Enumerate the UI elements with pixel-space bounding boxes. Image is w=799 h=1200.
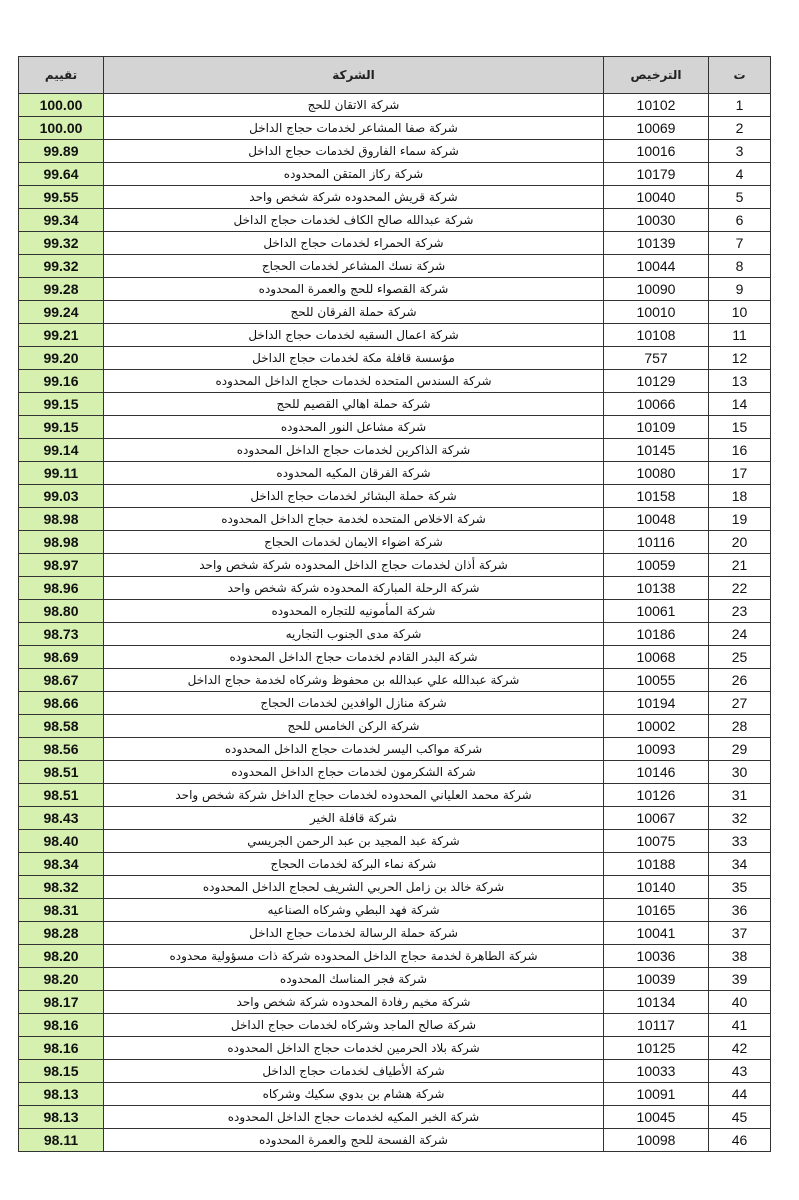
company-name-cell: شركة فهد البطي وشركاه الصناعيه — [104, 899, 604, 922]
table-row — [19, 186, 771, 209]
license-number-cell: 10146 — [604, 761, 709, 784]
table-row — [19, 163, 771, 186]
table-row — [19, 485, 771, 508]
license-number-cell: 10055 — [604, 669, 709, 692]
table-row — [19, 968, 771, 991]
row-number-cell: 9 — [709, 278, 771, 301]
license-number-cell: 10098 — [604, 1129, 709, 1152]
score-cell: 98.58 — [19, 715, 104, 738]
row-number-cell: 18 — [709, 485, 771, 508]
row-number-cell: 30 — [709, 761, 771, 784]
company-name-cell: شركة عبد المجيد بن عبد الرحمن الجريسي — [104, 830, 604, 853]
license-number-cell: 10067 — [604, 807, 709, 830]
license-number-cell: 10117 — [604, 1014, 709, 1037]
row-number-cell: 10 — [709, 301, 771, 324]
row-number-cell: 46 — [709, 1129, 771, 1152]
table-row — [19, 416, 771, 439]
company-name-cell: شركة حملة الفرقان للحج — [104, 301, 604, 324]
company-name-cell: شركة الشكرمون لخدمات حجاج الداخل المحدوده — [104, 761, 604, 784]
company-name-cell: شركة سماء الفاروق لخدمات حجاج الداخل — [104, 140, 604, 163]
company-name-cell: شركة الذاكرين لخدمات حجاج الداخل المحدوده — [104, 439, 604, 462]
score-cell: 98.51 — [19, 761, 104, 784]
license-number-cell: 10044 — [604, 255, 709, 278]
row-number-cell: 27 — [709, 692, 771, 715]
score-cell: 99.11 — [19, 462, 104, 485]
score-cell: 98.40 — [19, 830, 104, 853]
score-cell: 99.15 — [19, 416, 104, 439]
table-row — [19, 94, 771, 117]
license-number-cell: 10090 — [604, 278, 709, 301]
license-number-cell: 10030 — [604, 209, 709, 232]
score-cell: 99.32 — [19, 232, 104, 255]
license-number-cell: 10033 — [604, 1060, 709, 1083]
row-number-cell: 33 — [709, 830, 771, 853]
table-row — [19, 324, 771, 347]
score-cell: 99.20 — [19, 347, 104, 370]
table-row — [19, 1083, 771, 1106]
license-number-cell: 10138 — [604, 577, 709, 600]
license-number-cell: 10194 — [604, 692, 709, 715]
row-number-cell: 34 — [709, 853, 771, 876]
company-name-cell: شركة قافلة الخير — [104, 807, 604, 830]
company-name-cell: شركة قريش المحدوده شركة شخص واحد — [104, 186, 604, 209]
row-number-cell: 31 — [709, 784, 771, 807]
company-name-cell: مؤسسة قافلة مكة لخدمات حجاج الداخل — [104, 347, 604, 370]
header-score: تقييم — [19, 57, 104, 94]
header-company: الشركة — [104, 57, 604, 94]
score-cell: 98.16 — [19, 1014, 104, 1037]
row-number-cell: 13 — [709, 370, 771, 393]
company-name-cell: شركة حملة الرسالة لخدمات حجاج الداخل — [104, 922, 604, 945]
score-cell: 98.20 — [19, 945, 104, 968]
license-number-cell: 10068 — [604, 646, 709, 669]
row-number-cell: 24 — [709, 623, 771, 646]
table-body — [19, 94, 771, 1152]
score-cell: 99.15 — [19, 393, 104, 416]
score-cell: 99.21 — [19, 324, 104, 347]
license-number-cell: 10075 — [604, 830, 709, 853]
score-cell: 98.51 — [19, 784, 104, 807]
score-cell: 98.13 — [19, 1106, 104, 1129]
table-row — [19, 899, 771, 922]
score-cell: 99.28 — [19, 278, 104, 301]
score-cell: 99.24 — [19, 301, 104, 324]
table-row — [19, 1037, 771, 1060]
company-name-cell: شركة المأمونيه للتجاره المحدوده — [104, 600, 604, 623]
company-name-cell: شركة حملة اهالي القصيم للحج — [104, 393, 604, 416]
company-name-cell: شركة الاتقان للحج — [104, 94, 604, 117]
company-name-cell: شركة صفا المشاعر لخدمات حجاج الداخل — [104, 117, 604, 140]
table-row — [19, 209, 771, 232]
score-cell: 98.96 — [19, 577, 104, 600]
score-cell: 98.98 — [19, 531, 104, 554]
company-name-cell: شركة الطاهرة لخدمة حجاج الداخل المحدوده شركة ذات مسؤولية محدوده — [104, 945, 604, 968]
company-name-cell: شركة بلاد الحرمين لخدمات حجاج الداخل المحدوده — [104, 1037, 604, 1060]
company-name-cell: شركة عبدالله علي عبدالله بن محفوظ وشركاه لخدمة حجاج الداخل — [104, 669, 604, 692]
row-number-cell: 45 — [709, 1106, 771, 1129]
table-row — [19, 370, 771, 393]
score-cell: 98.32 — [19, 876, 104, 899]
company-name-cell: شركة الحمراء لخدمات حجاج الداخل — [104, 232, 604, 255]
license-number-cell: 10158 — [604, 485, 709, 508]
license-number-cell: 10080 — [604, 462, 709, 485]
row-number-cell: 1 — [709, 94, 771, 117]
company-name-cell: شركة مخيم رفادة المحدوده شركة شخص واحد — [104, 991, 604, 1014]
license-number-cell: 10036 — [604, 945, 709, 968]
table-row — [19, 554, 771, 577]
score-cell: 98.98 — [19, 508, 104, 531]
table-row — [19, 508, 771, 531]
company-name-cell: شركة اضواء الايمان لخدمات الحجاج — [104, 531, 604, 554]
row-number-cell: 15 — [709, 416, 771, 439]
table-row — [19, 1106, 771, 1129]
score-cell: 98.15 — [19, 1060, 104, 1083]
score-cell: 98.20 — [19, 968, 104, 991]
ratings-table — [18, 56, 771, 1152]
row-number-cell: 28 — [709, 715, 771, 738]
score-cell: 98.17 — [19, 991, 104, 1014]
row-number-cell: 17 — [709, 462, 771, 485]
row-number-cell: 29 — [709, 738, 771, 761]
table-row — [19, 117, 771, 140]
company-name-cell: شركة الفسحة للحج والعمرة المحدوده — [104, 1129, 604, 1152]
company-name-cell: شركة الركن الخامس للحج — [104, 715, 604, 738]
row-number-cell: 42 — [709, 1037, 771, 1060]
row-number-cell: 19 — [709, 508, 771, 531]
license-number-cell: 10039 — [604, 968, 709, 991]
table-row — [19, 462, 771, 485]
score-cell: 98.11 — [19, 1129, 104, 1152]
company-name-cell: شركة هشام بن بدوي سكيك وشركاه — [104, 1083, 604, 1106]
row-number-cell: 2 — [709, 117, 771, 140]
header-row — [19, 57, 771, 94]
score-cell: 98.73 — [19, 623, 104, 646]
row-number-cell: 7 — [709, 232, 771, 255]
table-row — [19, 738, 771, 761]
license-number-cell: 10069 — [604, 117, 709, 140]
score-cell: 99.34 — [19, 209, 104, 232]
score-cell: 98.67 — [19, 669, 104, 692]
row-number-cell: 16 — [709, 439, 771, 462]
license-number-cell: 10093 — [604, 738, 709, 761]
company-name-cell: شركة فجر المناسك المحدوده — [104, 968, 604, 991]
license-number-cell: 10002 — [604, 715, 709, 738]
row-number-cell: 35 — [709, 876, 771, 899]
table-row — [19, 761, 771, 784]
license-number-cell: 10126 — [604, 784, 709, 807]
license-number-cell: 10048 — [604, 508, 709, 531]
row-number-cell: 22 — [709, 577, 771, 600]
score-cell: 100.00 — [19, 94, 104, 117]
table-row — [19, 393, 771, 416]
score-cell: 98.80 — [19, 600, 104, 623]
company-name-cell: شركة عبدالله صالح الكاف لخدمات حجاج الداخل — [104, 209, 604, 232]
score-cell: 98.69 — [19, 646, 104, 669]
table-row — [19, 692, 771, 715]
row-number-cell: 4 — [709, 163, 771, 186]
row-number-cell: 38 — [709, 945, 771, 968]
company-name-cell: شركة اعمال السقيه لخدمات حجاج الداخل — [104, 324, 604, 347]
row-number-cell: 25 — [709, 646, 771, 669]
company-name-cell: شركة الاخلاص المتحده لخدمة حجاج الداخل المحدوده — [104, 508, 604, 531]
score-cell: 98.43 — [19, 807, 104, 830]
table-row — [19, 600, 771, 623]
score-cell: 99.16 — [19, 370, 104, 393]
score-cell: 98.56 — [19, 738, 104, 761]
score-cell: 98.16 — [19, 1037, 104, 1060]
score-cell: 99.55 — [19, 186, 104, 209]
license-number-cell: 10016 — [604, 140, 709, 163]
company-name-cell: شركة أذان لخدمات حجاج الداخل المحدوده شركة شخص واحد — [104, 554, 604, 577]
company-name-cell: شركة حملة البشائر لخدمات حجاج الداخل — [104, 485, 604, 508]
row-number-cell: 20 — [709, 531, 771, 554]
score-cell: 98.31 — [19, 899, 104, 922]
company-name-cell: شركة ركاز المتقن المحدوده — [104, 163, 604, 186]
row-number-cell: 6 — [709, 209, 771, 232]
score-cell: 99.14 — [19, 439, 104, 462]
row-number-cell: 23 — [709, 600, 771, 623]
table-row — [19, 255, 771, 278]
table-row — [19, 623, 771, 646]
company-name-cell: شركة السندس المتحده لخدمات حجاج الداخل المحدوده — [104, 370, 604, 393]
score-cell: 100.00 — [19, 117, 104, 140]
row-number-cell: 39 — [709, 968, 771, 991]
license-number-cell: 10188 — [604, 853, 709, 876]
license-number-cell: 10061 — [604, 600, 709, 623]
score-cell: 99.03 — [19, 485, 104, 508]
score-cell: 98.97 — [19, 554, 104, 577]
row-number-cell: 3 — [709, 140, 771, 163]
company-name-cell: شركة مواكب اليسر لخدمات حجاج الداخل المحدوده — [104, 738, 604, 761]
company-name-cell: شركة مشاعل النور المحدوده — [104, 416, 604, 439]
table-row — [19, 784, 771, 807]
company-name-cell: شركة محمد العلياني المحدوده لخدمات حجاج الداخل شركة شخص واحد — [104, 784, 604, 807]
header-license: الترخيص — [604, 57, 709, 94]
company-name-cell: شركة الرحلة المباركة المحدوده شركة شخص واحد — [104, 577, 604, 600]
license-number-cell: 10129 — [604, 370, 709, 393]
header-number: ت — [709, 57, 771, 94]
company-name-cell: شركة القصواء للحج والعمرة المحدوده — [104, 278, 604, 301]
row-number-cell: 11 — [709, 324, 771, 347]
license-number-cell: 10109 — [604, 416, 709, 439]
row-number-cell: 43 — [709, 1060, 771, 1083]
license-number-cell: 10139 — [604, 232, 709, 255]
license-number-cell: 10066 — [604, 393, 709, 416]
table-row — [19, 1060, 771, 1083]
score-cell: 99.89 — [19, 140, 104, 163]
table-row — [19, 876, 771, 899]
company-name-cell: شركة البدر القادم لخدمات حجاج الداخل المحدوده — [104, 646, 604, 669]
license-number-cell: 10186 — [604, 623, 709, 646]
table-row — [19, 669, 771, 692]
company-name-cell: شركة منازل الوافدين لخدمات الحجاج — [104, 692, 604, 715]
table-row — [19, 347, 771, 370]
license-number-cell: 10045 — [604, 1106, 709, 1129]
license-number-cell: 10134 — [604, 991, 709, 1014]
license-number-cell: 10010 — [604, 301, 709, 324]
row-number-cell: 32 — [709, 807, 771, 830]
company-name-cell: شركة صالح الماجد وشركاه لخدمات حجاج الداخل — [104, 1014, 604, 1037]
company-name-cell: شركة الخبر المكيه لخدمات حجاج الداخل المحدوده — [104, 1106, 604, 1129]
company-name-cell: شركة خالد بن زامل الحربي الشريف لحجاج الداخل المحدوده — [104, 876, 604, 899]
table-row — [19, 830, 771, 853]
table-row — [19, 278, 771, 301]
table-row — [19, 439, 771, 462]
license-number-cell: 10059 — [604, 554, 709, 577]
score-cell: 98.28 — [19, 922, 104, 945]
license-number-cell: 10102 — [604, 94, 709, 117]
license-number-cell: 10108 — [604, 324, 709, 347]
table-row — [19, 922, 771, 945]
score-cell: 99.32 — [19, 255, 104, 278]
row-number-cell: 21 — [709, 554, 771, 577]
company-name-cell: شركة مدى الجنوب التجاريه — [104, 623, 604, 646]
row-number-cell: 12 — [709, 347, 771, 370]
row-number-cell: 14 — [709, 393, 771, 416]
license-number-cell: 10116 — [604, 531, 709, 554]
row-number-cell: 44 — [709, 1083, 771, 1106]
table-row — [19, 945, 771, 968]
row-number-cell: 41 — [709, 1014, 771, 1037]
table-row — [19, 301, 771, 324]
license-number-cell: 10165 — [604, 899, 709, 922]
score-cell: 98.66 — [19, 692, 104, 715]
row-number-cell: 37 — [709, 922, 771, 945]
table-row — [19, 991, 771, 1014]
score-cell: 98.13 — [19, 1083, 104, 1106]
table-row — [19, 1014, 771, 1037]
row-number-cell: 40 — [709, 991, 771, 1014]
score-cell: 98.34 — [19, 853, 104, 876]
row-number-cell: 26 — [709, 669, 771, 692]
license-number-cell: 10145 — [604, 439, 709, 462]
score-cell: 99.64 — [19, 163, 104, 186]
company-name-cell: شركة الفرقان المكيه المحدوده — [104, 462, 604, 485]
table-row — [19, 715, 771, 738]
license-number-cell: 10040 — [604, 186, 709, 209]
table-row — [19, 807, 771, 830]
license-number-cell: 10179 — [604, 163, 709, 186]
table-row — [19, 646, 771, 669]
license-number-cell: 757 — [604, 347, 709, 370]
table-row — [19, 531, 771, 554]
table-row — [19, 232, 771, 255]
license-number-cell: 10041 — [604, 922, 709, 945]
company-name-cell: شركة الأطياف لخدمات حجاج الداخل — [104, 1060, 604, 1083]
license-number-cell: 10091 — [604, 1083, 709, 1106]
license-number-cell: 10140 — [604, 876, 709, 899]
row-number-cell: 36 — [709, 899, 771, 922]
table-row — [19, 1129, 771, 1152]
company-name-cell: شركة نسك المشاعر لخدمات الحجاج — [104, 255, 604, 278]
row-number-cell: 5 — [709, 186, 771, 209]
table-row — [19, 140, 771, 163]
row-number-cell: 8 — [709, 255, 771, 278]
table-row — [19, 577, 771, 600]
company-name-cell: شركة نماء البركة لخدمات الحجاج — [104, 853, 604, 876]
table-header — [19, 57, 771, 94]
table-row — [19, 853, 771, 876]
license-number-cell: 10125 — [604, 1037, 709, 1060]
